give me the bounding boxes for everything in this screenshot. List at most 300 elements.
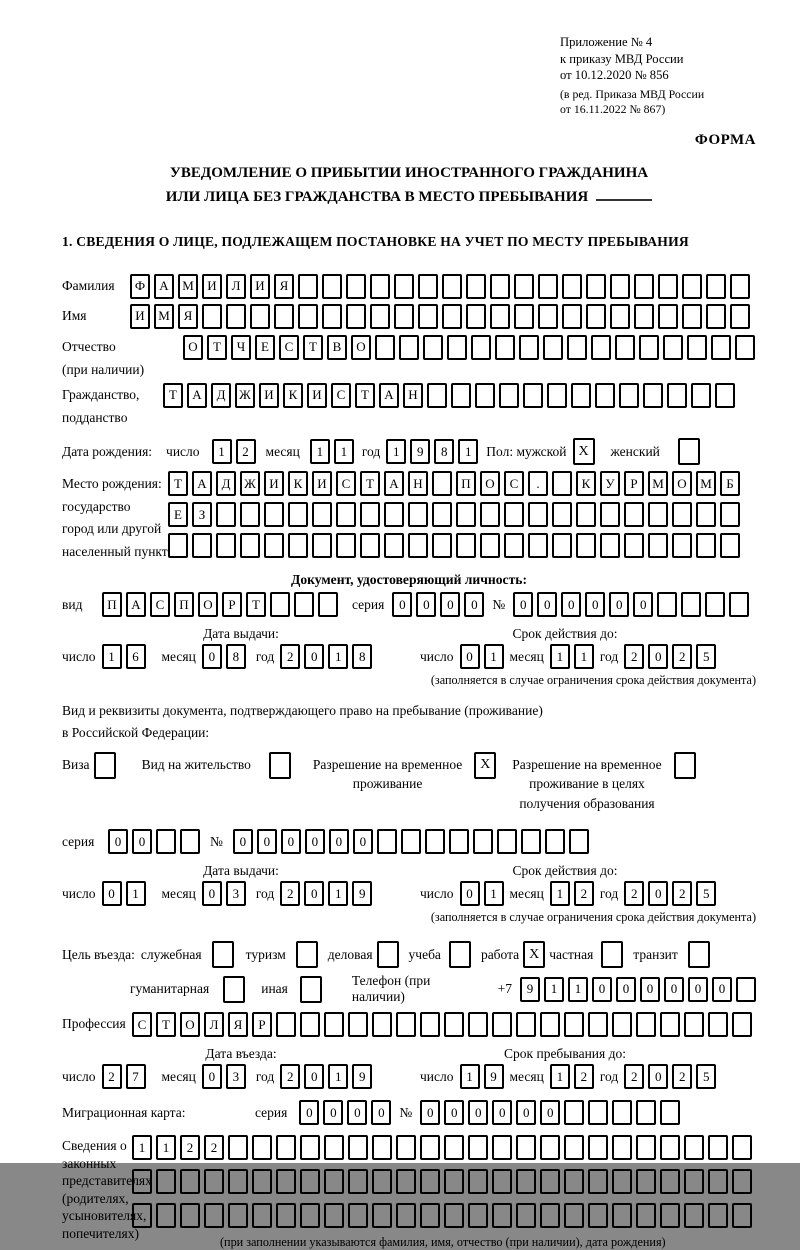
migration-series-cells[interactable] xyxy=(299,1100,391,1125)
profession-cells[interactable] xyxy=(132,1012,752,1037)
char-cell[interactable] xyxy=(318,592,338,617)
char-cell[interactable]: 1 xyxy=(102,644,122,669)
char-cell[interactable] xyxy=(682,304,702,329)
char-cell[interactable]: Н xyxy=(403,383,423,408)
char-cell[interactable] xyxy=(514,274,534,299)
patronymic-cells[interactable] xyxy=(183,335,755,360)
char-cell[interactable] xyxy=(490,304,510,329)
char-cell[interactable] xyxy=(691,383,711,408)
char-cell[interactable] xyxy=(708,1135,728,1160)
char-cell[interactable] xyxy=(588,1135,608,1160)
char-cell[interactable]: 1 xyxy=(574,644,594,669)
char-cell[interactable] xyxy=(480,502,500,527)
char-cell[interactable] xyxy=(696,533,716,558)
char-cell[interactable] xyxy=(705,592,725,617)
char-cell[interactable] xyxy=(571,383,591,408)
char-cell[interactable] xyxy=(300,1135,320,1160)
char-cell[interactable] xyxy=(240,502,260,527)
char-cell[interactable]: И xyxy=(250,274,270,299)
char-cell[interactable] xyxy=(240,533,260,558)
char-cell[interactable] xyxy=(375,335,395,360)
char-cell[interactable] xyxy=(473,829,493,854)
char-cell[interactable] xyxy=(466,304,486,329)
char-cell[interactable]: 2 xyxy=(574,881,594,906)
char-cell[interactable] xyxy=(729,592,749,617)
char-cell[interactable]: С xyxy=(331,383,351,408)
char-cell[interactable] xyxy=(324,1169,344,1194)
char-cell[interactable]: 0 xyxy=(464,592,484,617)
char-cell[interactable] xyxy=(288,533,308,558)
char-cell[interactable]: 2 xyxy=(280,881,300,906)
char-cell[interactable] xyxy=(300,1169,320,1194)
char-cell[interactable]: 1 xyxy=(568,977,588,1002)
char-cell[interactable]: 1 xyxy=(550,881,570,906)
char-cell[interactable] xyxy=(420,1135,440,1160)
char-cell[interactable] xyxy=(648,533,668,558)
char-cell[interactable]: 1 xyxy=(458,439,478,464)
char-cell[interactable]: В xyxy=(327,335,347,360)
char-cell[interactable] xyxy=(660,1012,680,1037)
char-cell[interactable]: 0 xyxy=(688,977,708,1002)
char-cell[interactable]: 9 xyxy=(352,881,372,906)
char-cell[interactable]: Т xyxy=(168,471,188,496)
char-cell[interactable]: 5 xyxy=(696,644,716,669)
char-cell[interactable] xyxy=(672,502,692,527)
char-cell[interactable]: 1 xyxy=(550,644,570,669)
char-cell[interactable]: 0 xyxy=(468,1100,488,1125)
legal-reps-row2-cells[interactable] xyxy=(132,1169,752,1194)
char-cell[interactable] xyxy=(442,304,462,329)
char-cell[interactable] xyxy=(732,1135,752,1160)
char-cell[interactable] xyxy=(418,304,438,329)
char-cell[interactable] xyxy=(715,383,735,408)
char-cell[interactable] xyxy=(228,1135,248,1160)
char-cell[interactable]: О xyxy=(198,592,218,617)
char-cell[interactable] xyxy=(180,829,200,854)
char-cell[interactable] xyxy=(348,1012,368,1037)
char-cell[interactable]: М xyxy=(696,471,716,496)
char-cell[interactable] xyxy=(492,1012,512,1037)
char-cell[interactable] xyxy=(312,533,332,558)
char-cell[interactable] xyxy=(636,1100,656,1125)
char-cell[interactable]: 1 xyxy=(460,1064,480,1089)
char-cell[interactable] xyxy=(396,1135,416,1160)
char-cell[interactable]: С xyxy=(150,592,170,617)
char-cell[interactable] xyxy=(202,304,222,329)
char-cell[interactable]: Л xyxy=(226,274,246,299)
doc-valid-month-cells[interactable] xyxy=(550,644,594,669)
char-cell[interactable] xyxy=(372,1169,392,1194)
char-cell[interactable] xyxy=(377,829,397,854)
residence-permit-checkbox[interactable] xyxy=(269,752,291,779)
char-cell[interactable] xyxy=(423,335,443,360)
char-cell[interactable]: 0 xyxy=(304,644,324,669)
char-cell[interactable]: 0 xyxy=(537,592,557,617)
char-cell[interactable]: У xyxy=(600,471,620,496)
char-cell[interactable]: 6 xyxy=(126,644,146,669)
char-cell[interactable]: П xyxy=(174,592,194,617)
char-cell[interactable]: 0 xyxy=(281,829,301,854)
char-cell[interactable]: 0 xyxy=(202,644,222,669)
char-cell[interactable] xyxy=(298,274,318,299)
char-cell[interactable] xyxy=(504,502,524,527)
residence-issue-day-cells[interactable] xyxy=(102,881,146,906)
char-cell[interactable] xyxy=(427,383,447,408)
char-cell[interactable] xyxy=(444,1012,464,1037)
char-cell[interactable] xyxy=(567,335,587,360)
char-cell[interactable]: 0 xyxy=(304,1064,324,1089)
char-cell[interactable] xyxy=(720,502,740,527)
char-cell[interactable] xyxy=(732,1012,752,1037)
char-cell[interactable] xyxy=(475,383,495,408)
char-cell[interactable]: 0 xyxy=(202,1064,222,1089)
char-cell[interactable]: 0 xyxy=(640,977,660,1002)
char-cell[interactable] xyxy=(216,502,236,527)
char-cell[interactable] xyxy=(516,1135,536,1160)
char-cell[interactable]: 1 xyxy=(334,439,354,464)
char-cell[interactable]: Я xyxy=(178,304,198,329)
char-cell[interactable]: 0 xyxy=(416,592,436,617)
char-cell[interactable] xyxy=(226,304,246,329)
char-cell[interactable] xyxy=(615,335,635,360)
char-cell[interactable] xyxy=(156,1169,176,1194)
char-cell[interactable] xyxy=(204,1203,224,1228)
purpose-tourism-checkbox[interactable] xyxy=(296,941,318,968)
char-cell[interactable]: Е xyxy=(255,335,275,360)
char-cell[interactable]: 0 xyxy=(371,1100,391,1125)
char-cell[interactable] xyxy=(408,502,428,527)
char-cell[interactable] xyxy=(528,533,548,558)
char-cell[interactable] xyxy=(180,1169,200,1194)
char-cell[interactable] xyxy=(444,1203,464,1228)
char-cell[interactable]: М xyxy=(154,304,174,329)
char-cell[interactable]: К xyxy=(576,471,596,496)
char-cell[interactable] xyxy=(370,304,390,329)
char-cell[interactable] xyxy=(576,502,596,527)
char-cell[interactable] xyxy=(468,1135,488,1160)
char-cell[interactable] xyxy=(442,274,462,299)
char-cell[interactable] xyxy=(324,1203,344,1228)
char-cell[interactable] xyxy=(523,383,543,408)
char-cell[interactable] xyxy=(612,1135,632,1160)
residence-valid-month-cells[interactable] xyxy=(550,881,594,906)
char-cell[interactable] xyxy=(636,1169,656,1194)
char-cell[interactable]: П xyxy=(102,592,122,617)
char-cell[interactable]: 0 xyxy=(329,829,349,854)
char-cell[interactable] xyxy=(643,383,663,408)
char-cell[interactable] xyxy=(619,383,639,408)
char-cell[interactable]: К xyxy=(283,383,303,408)
citizenship-cells[interactable] xyxy=(163,383,735,408)
char-cell[interactable] xyxy=(564,1203,584,1228)
char-cell[interactable] xyxy=(360,533,380,558)
char-cell[interactable] xyxy=(663,335,683,360)
char-cell[interactable] xyxy=(564,1135,584,1160)
char-cell[interactable]: Р xyxy=(222,592,242,617)
char-cell[interactable]: М xyxy=(648,471,668,496)
char-cell[interactable] xyxy=(324,1135,344,1160)
char-cell[interactable] xyxy=(504,533,524,558)
char-cell[interactable]: Я xyxy=(228,1012,248,1037)
char-cell[interactable]: 2 xyxy=(236,439,256,464)
legal-reps-row1-cells[interactable] xyxy=(132,1135,752,1160)
char-cell[interactable] xyxy=(730,274,750,299)
char-cell[interactable]: 0 xyxy=(540,1100,560,1125)
char-cell[interactable] xyxy=(545,829,565,854)
char-cell[interactable] xyxy=(168,533,188,558)
char-cell[interactable]: И xyxy=(130,304,150,329)
char-cell[interactable] xyxy=(300,1012,320,1037)
char-cell[interactable]: Д xyxy=(216,471,236,496)
char-cell[interactable]: 8 xyxy=(434,439,454,464)
char-cell[interactable] xyxy=(370,274,390,299)
char-cell[interactable]: 0 xyxy=(585,592,605,617)
char-cell[interactable] xyxy=(348,1135,368,1160)
char-cell[interactable] xyxy=(708,1203,728,1228)
char-cell[interactable]: 9 xyxy=(352,1064,372,1089)
char-cell[interactable] xyxy=(736,977,756,1002)
char-cell[interactable] xyxy=(624,502,644,527)
char-cell[interactable] xyxy=(684,1012,704,1037)
char-cell[interactable]: 0 xyxy=(664,977,684,1002)
char-cell[interactable] xyxy=(468,1169,488,1194)
rvp-education-checkbox[interactable] xyxy=(674,752,696,779)
char-cell[interactable]: Е xyxy=(168,502,188,527)
sex-male-checkbox[interactable]: X xyxy=(573,438,595,465)
char-cell[interactable]: И xyxy=(202,274,222,299)
char-cell[interactable]: 1 xyxy=(328,1064,348,1089)
entry-year-cells[interactable] xyxy=(280,1064,372,1089)
char-cell[interactable]: А xyxy=(187,383,207,408)
char-cell[interactable] xyxy=(562,304,582,329)
char-cell[interactable] xyxy=(600,502,620,527)
char-cell[interactable] xyxy=(216,533,236,558)
entry-month-cells[interactable] xyxy=(202,1064,246,1089)
char-cell[interactable]: 1 xyxy=(550,1064,570,1089)
char-cell[interactable]: 0 xyxy=(513,592,533,617)
purpose-other-checkbox[interactable] xyxy=(300,976,322,1003)
birth-place-row1-cells[interactable] xyxy=(168,471,740,496)
char-cell[interactable] xyxy=(228,1203,248,1228)
char-cell[interactable] xyxy=(274,304,294,329)
char-cell[interactable] xyxy=(180,1203,200,1228)
char-cell[interactable] xyxy=(552,533,572,558)
char-cell[interactable] xyxy=(612,1169,632,1194)
char-cell[interactable]: 2 xyxy=(280,644,300,669)
char-cell[interactable] xyxy=(547,383,567,408)
char-cell[interactable] xyxy=(132,1203,152,1228)
char-cell[interactable]: 0 xyxy=(392,592,412,617)
char-cell[interactable]: З xyxy=(192,502,212,527)
char-cell[interactable]: Б xyxy=(720,471,740,496)
char-cell[interactable]: О xyxy=(672,471,692,496)
char-cell[interactable]: 0 xyxy=(609,592,629,617)
char-cell[interactable]: 0 xyxy=(460,881,480,906)
char-cell[interactable]: П xyxy=(456,471,476,496)
char-cell[interactable]: Т xyxy=(246,592,266,617)
char-cell[interactable]: 0 xyxy=(648,644,668,669)
char-cell[interactable]: И xyxy=(264,471,284,496)
char-cell[interactable] xyxy=(156,829,176,854)
doc-valid-year-cells[interactable] xyxy=(624,644,716,669)
char-cell[interactable] xyxy=(252,1169,272,1194)
char-cell[interactable] xyxy=(600,533,620,558)
char-cell[interactable] xyxy=(394,304,414,329)
char-cell[interactable] xyxy=(492,1135,512,1160)
char-cell[interactable] xyxy=(451,383,471,408)
char-cell[interactable] xyxy=(636,1203,656,1228)
char-cell[interactable]: 2 xyxy=(624,881,644,906)
char-cell[interactable]: С xyxy=(132,1012,152,1037)
char-cell[interactable]: 0 xyxy=(132,829,152,854)
char-cell[interactable]: 0 xyxy=(633,592,653,617)
char-cell[interactable] xyxy=(684,1135,704,1160)
purpose-business-checkbox[interactable] xyxy=(377,941,399,968)
entry-day-cells[interactable] xyxy=(102,1064,146,1089)
stay-year-cells[interactable] xyxy=(624,1064,716,1089)
birth-month-cells[interactable] xyxy=(310,439,354,464)
char-cell[interactable]: 9 xyxy=(520,977,540,1002)
char-cell[interactable] xyxy=(204,1169,224,1194)
char-cell[interactable] xyxy=(732,1203,752,1228)
char-cell[interactable]: 0 xyxy=(304,881,324,906)
char-cell[interactable] xyxy=(540,1012,560,1037)
rvp-checkbox[interactable]: X xyxy=(474,752,496,779)
char-cell[interactable] xyxy=(660,1169,680,1194)
char-cell[interactable] xyxy=(612,1203,632,1228)
char-cell[interactable] xyxy=(657,592,677,617)
char-cell[interactable] xyxy=(514,304,534,329)
char-cell[interactable]: 1 xyxy=(310,439,330,464)
char-cell[interactable]: 0 xyxy=(323,1100,343,1125)
purpose-private-checkbox[interactable] xyxy=(601,941,623,968)
char-cell[interactable]: М xyxy=(178,274,198,299)
char-cell[interactable]: 0 xyxy=(202,881,222,906)
char-cell[interactable]: 1 xyxy=(328,881,348,906)
char-cell[interactable] xyxy=(576,533,596,558)
char-cell[interactable]: 0 xyxy=(305,829,325,854)
char-cell[interactable] xyxy=(432,502,452,527)
char-cell[interactable]: Я xyxy=(274,274,294,299)
char-cell[interactable] xyxy=(660,1100,680,1125)
char-cell[interactable] xyxy=(610,304,630,329)
char-cell[interactable]: О xyxy=(351,335,371,360)
char-cell[interactable] xyxy=(684,1169,704,1194)
char-cell[interactable]: 1 xyxy=(212,439,232,464)
char-cell[interactable] xyxy=(264,533,284,558)
char-cell[interactable] xyxy=(516,1203,536,1228)
char-cell[interactable] xyxy=(612,1100,632,1125)
given-name-cells[interactable] xyxy=(130,304,750,329)
residence-valid-year-cells[interactable] xyxy=(624,881,716,906)
char-cell[interactable]: Т xyxy=(360,471,380,496)
char-cell[interactable] xyxy=(588,1169,608,1194)
char-cell[interactable]: Л xyxy=(204,1012,224,1037)
char-cell[interactable] xyxy=(612,1012,632,1037)
char-cell[interactable] xyxy=(682,274,702,299)
char-cell[interactable] xyxy=(468,1012,488,1037)
char-cell[interactable] xyxy=(396,1169,416,1194)
stay-month-cells[interactable] xyxy=(550,1064,594,1089)
char-cell[interactable]: И xyxy=(307,383,327,408)
char-cell[interactable] xyxy=(456,502,476,527)
char-cell[interactable] xyxy=(471,335,491,360)
char-cell[interactable]: 1 xyxy=(328,644,348,669)
char-cell[interactable] xyxy=(552,502,572,527)
char-cell[interactable]: 2 xyxy=(624,1064,644,1089)
char-cell[interactable]: 0 xyxy=(299,1100,319,1125)
char-cell[interactable]: Р xyxy=(252,1012,272,1037)
char-cell[interactable]: А xyxy=(126,592,146,617)
char-cell[interactable] xyxy=(540,1203,560,1228)
residence-issue-month-cells[interactable] xyxy=(202,881,246,906)
purpose-transit-checkbox[interactable] xyxy=(688,941,710,968)
char-cell[interactable]: 0 xyxy=(444,1100,464,1125)
char-cell[interactable] xyxy=(569,829,589,854)
char-cell[interactable]: С xyxy=(504,471,524,496)
char-cell[interactable] xyxy=(528,502,548,527)
purpose-official-checkbox[interactable] xyxy=(212,941,234,968)
char-cell[interactable] xyxy=(132,1169,152,1194)
char-cell[interactable] xyxy=(276,1169,296,1194)
char-cell[interactable]: А xyxy=(192,471,212,496)
birth-place-row2-cells[interactable] xyxy=(168,502,740,527)
char-cell[interactable]: О xyxy=(480,471,500,496)
char-cell[interactable]: Ж xyxy=(235,383,255,408)
char-cell[interactable]: О xyxy=(180,1012,200,1037)
char-cell[interactable] xyxy=(490,274,510,299)
char-cell[interactable] xyxy=(348,1203,368,1228)
char-cell[interactable] xyxy=(288,502,308,527)
char-cell[interactable]: 5 xyxy=(696,881,716,906)
char-cell[interactable]: С xyxy=(336,471,356,496)
char-cell[interactable] xyxy=(538,304,558,329)
char-cell[interactable] xyxy=(562,274,582,299)
char-cell[interactable] xyxy=(420,1203,440,1228)
char-cell[interactable] xyxy=(360,502,380,527)
char-cell[interactable] xyxy=(192,533,212,558)
char-cell[interactable]: 0 xyxy=(561,592,581,617)
char-cell[interactable] xyxy=(346,304,366,329)
char-cell[interactable] xyxy=(372,1012,392,1037)
char-cell[interactable] xyxy=(449,829,469,854)
char-cell[interactable] xyxy=(667,383,687,408)
char-cell[interactable] xyxy=(432,471,452,496)
residence-valid-day-cells[interactable] xyxy=(460,881,504,906)
char-cell[interactable] xyxy=(586,274,606,299)
char-cell[interactable] xyxy=(636,1135,656,1160)
char-cell[interactable] xyxy=(658,274,678,299)
char-cell[interactable] xyxy=(672,533,692,558)
char-cell[interactable]: Т xyxy=(303,335,323,360)
purpose-study-checkbox[interactable] xyxy=(449,941,471,968)
char-cell[interactable] xyxy=(564,1012,584,1037)
char-cell[interactable]: 0 xyxy=(492,1100,512,1125)
char-cell[interactable] xyxy=(250,304,270,329)
char-cell[interactable] xyxy=(634,304,654,329)
char-cell[interactable]: 2 xyxy=(624,644,644,669)
char-cell[interactable]: И xyxy=(259,383,279,408)
char-cell[interactable] xyxy=(564,1169,584,1194)
legal-reps-row3-cells[interactable] xyxy=(132,1203,752,1228)
char-cell[interactable] xyxy=(322,274,342,299)
char-cell[interactable]: 1 xyxy=(386,439,406,464)
char-cell[interactable] xyxy=(372,1135,392,1160)
char-cell[interactable] xyxy=(564,1100,584,1125)
char-cell[interactable] xyxy=(346,274,366,299)
birth-place-row3-cells[interactable] xyxy=(168,533,740,558)
migration-number-cells[interactable] xyxy=(420,1100,680,1125)
